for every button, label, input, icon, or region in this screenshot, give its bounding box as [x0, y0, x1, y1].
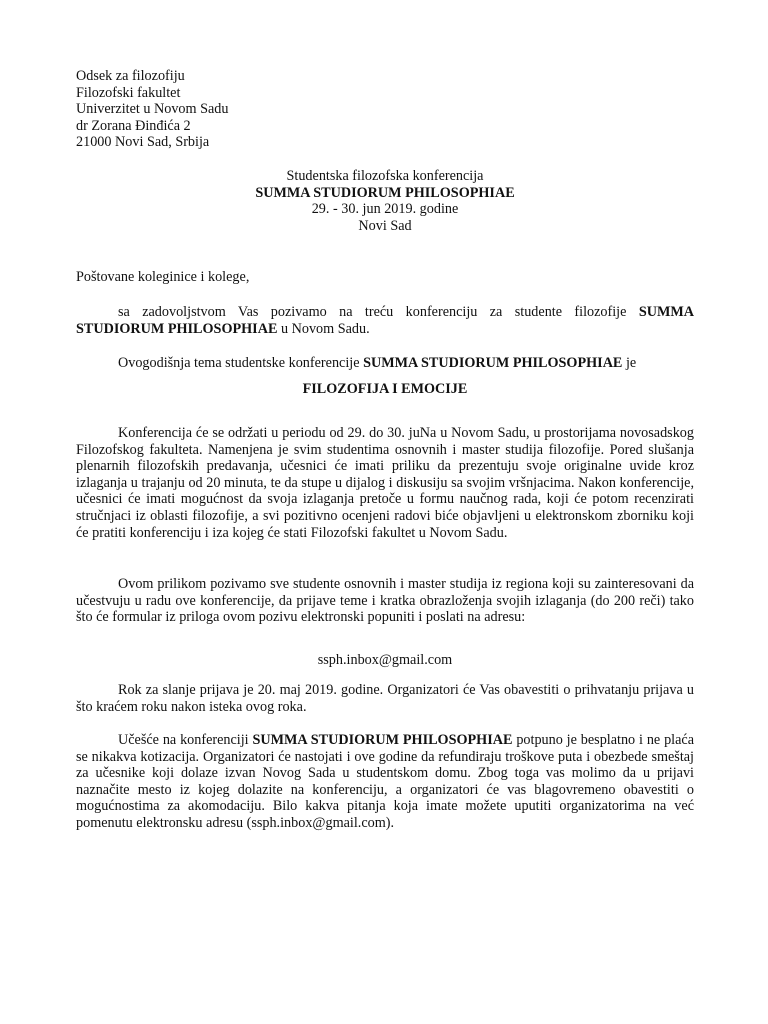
- intro-text-after: u Novom Sadu.: [277, 320, 370, 337]
- conference-dates: 29. - 30. jun 2019. godine: [311, 201, 459, 218]
- sender-address: [76, 68, 476, 151]
- theme-intro-text-after: je: [622, 355, 637, 371]
- address-line-city: 21000 Novi Sad, Srbija: [76, 134, 210, 151]
- intro-text-before: sa zadovoljstvom Vas pozivamo na treću konferenciju za studente filozofije: [118, 304, 639, 320]
- theme-intro-conference-name: SUMMA STUDIORUM PHILOSOPHIAE: [363, 355, 623, 371]
- conference-theme: FILOZOFIJA I EMOCIJE: [302, 381, 468, 397]
- conference-details-paragraph: Konferencija će se održati u periodu od 29. do 30. juNa u Novom Sadu, u prostorijama novosadskog Filozofskog fakulteta. Namenjena je svim studentima osnovnih i master studija filozofije. Pored slušanja plenarnih filozofskih predavanja, učesnici će imati priliku da prezentuju svoje originalne uvide kroz izlaganja u trajanju od 20 minuta, te da stupe u dijalog i diskusiju sa svojim vršnjacima. Nakon konferencije, učesnici će imati mogućnost da svoja izlaganja pretoče u formu naučnog rada, koji će potom recenzirati stručnjaci iz oblasti filozofije, a svi pozitivno ocenjeni radovi biće objavljeni u elektronskom zborniku koji će pratiti konferenciju i iza kojeg će stati Filozofski fakultet u Novom Sadu.: [76, 425, 694, 541]
- salutation: Poštovane koleginice i kolege,: [76, 269, 250, 285]
- conference-subtitle: Studentska filozofska konferencija: [286, 168, 484, 184]
- conference-city: Novi Sad: [358, 217, 412, 234]
- participation-paragraph: [76, 732, 694, 832]
- invitation-paragraph: Ovom prilikom pozivamo sve studente osnovnih i master studija iz regiona koji su zainteresovani da učestvuju u radu ove konferencije, da prijave teme i kratka obrazloženja svojih izlaganja (do 200 reči) tako što će formular iz priloga ovom pozivu elektronski popuniti i poslati na adresu:: [76, 576, 694, 626]
- conference-title: SUMMA STUDIORUM PHILOSOPHIAE: [255, 184, 515, 201]
- participation-text-before: Učešće na konferenciji: [118, 732, 253, 748]
- contact-email: ssph.inbox@gmail.com: [317, 652, 453, 668]
- address-line-department: Odsek za filozofiju: [76, 68, 185, 84]
- address-line-faculty: Filozofski fakultet: [76, 84, 181, 101]
- intro-conference-name: SUMMA STUDIORUM PHILOSOPHIAE: [76, 304, 694, 337]
- intro-paragraph: [76, 304, 694, 337]
- address-line-university: Univerzitet u Novom Sadu: [76, 101, 229, 118]
- conference-header: [76, 168, 694, 234]
- participation-conference-name: SUMMA STUDIORUM PHILOSOPHIAE: [252, 732, 513, 748]
- address-line-street: dr Zorana Đinđića 2: [76, 117, 191, 134]
- participation-text-after: potpuno je besplatno i ne plaća se nikakva kotizacija. Organizatori će nastojati i ove godine da refundiraju troškove puta i obezbede smeštaj za učesnike koji dolaze izvan Novog Sada u studentskom domu. Zbog toga vas molimo da u prijavi naznačite mesto iz kojeg dolazite na konferenciju, a organizatori će vas blagovremeno obavestiti o mogućnostima za akomodaciju. Bilo kakva pitanja koja imate možete uputiti organizatorima na već pomenutu elektronsku adresu (ssph.inbox@gmail.com).: [76, 732, 694, 831]
- theme-intro-text-before: Ovogodišnja tema studentske konferencije: [118, 355, 364, 371]
- deadline-paragraph: Rok za slanje prijava je 20. maj 2019. godine. Organizatori će Vas obavestiti o prihvatanju prijava u što kraćem roku nakon isteka ovog roka.: [76, 682, 694, 715]
- theme-intro-paragraph: [76, 355, 694, 372]
